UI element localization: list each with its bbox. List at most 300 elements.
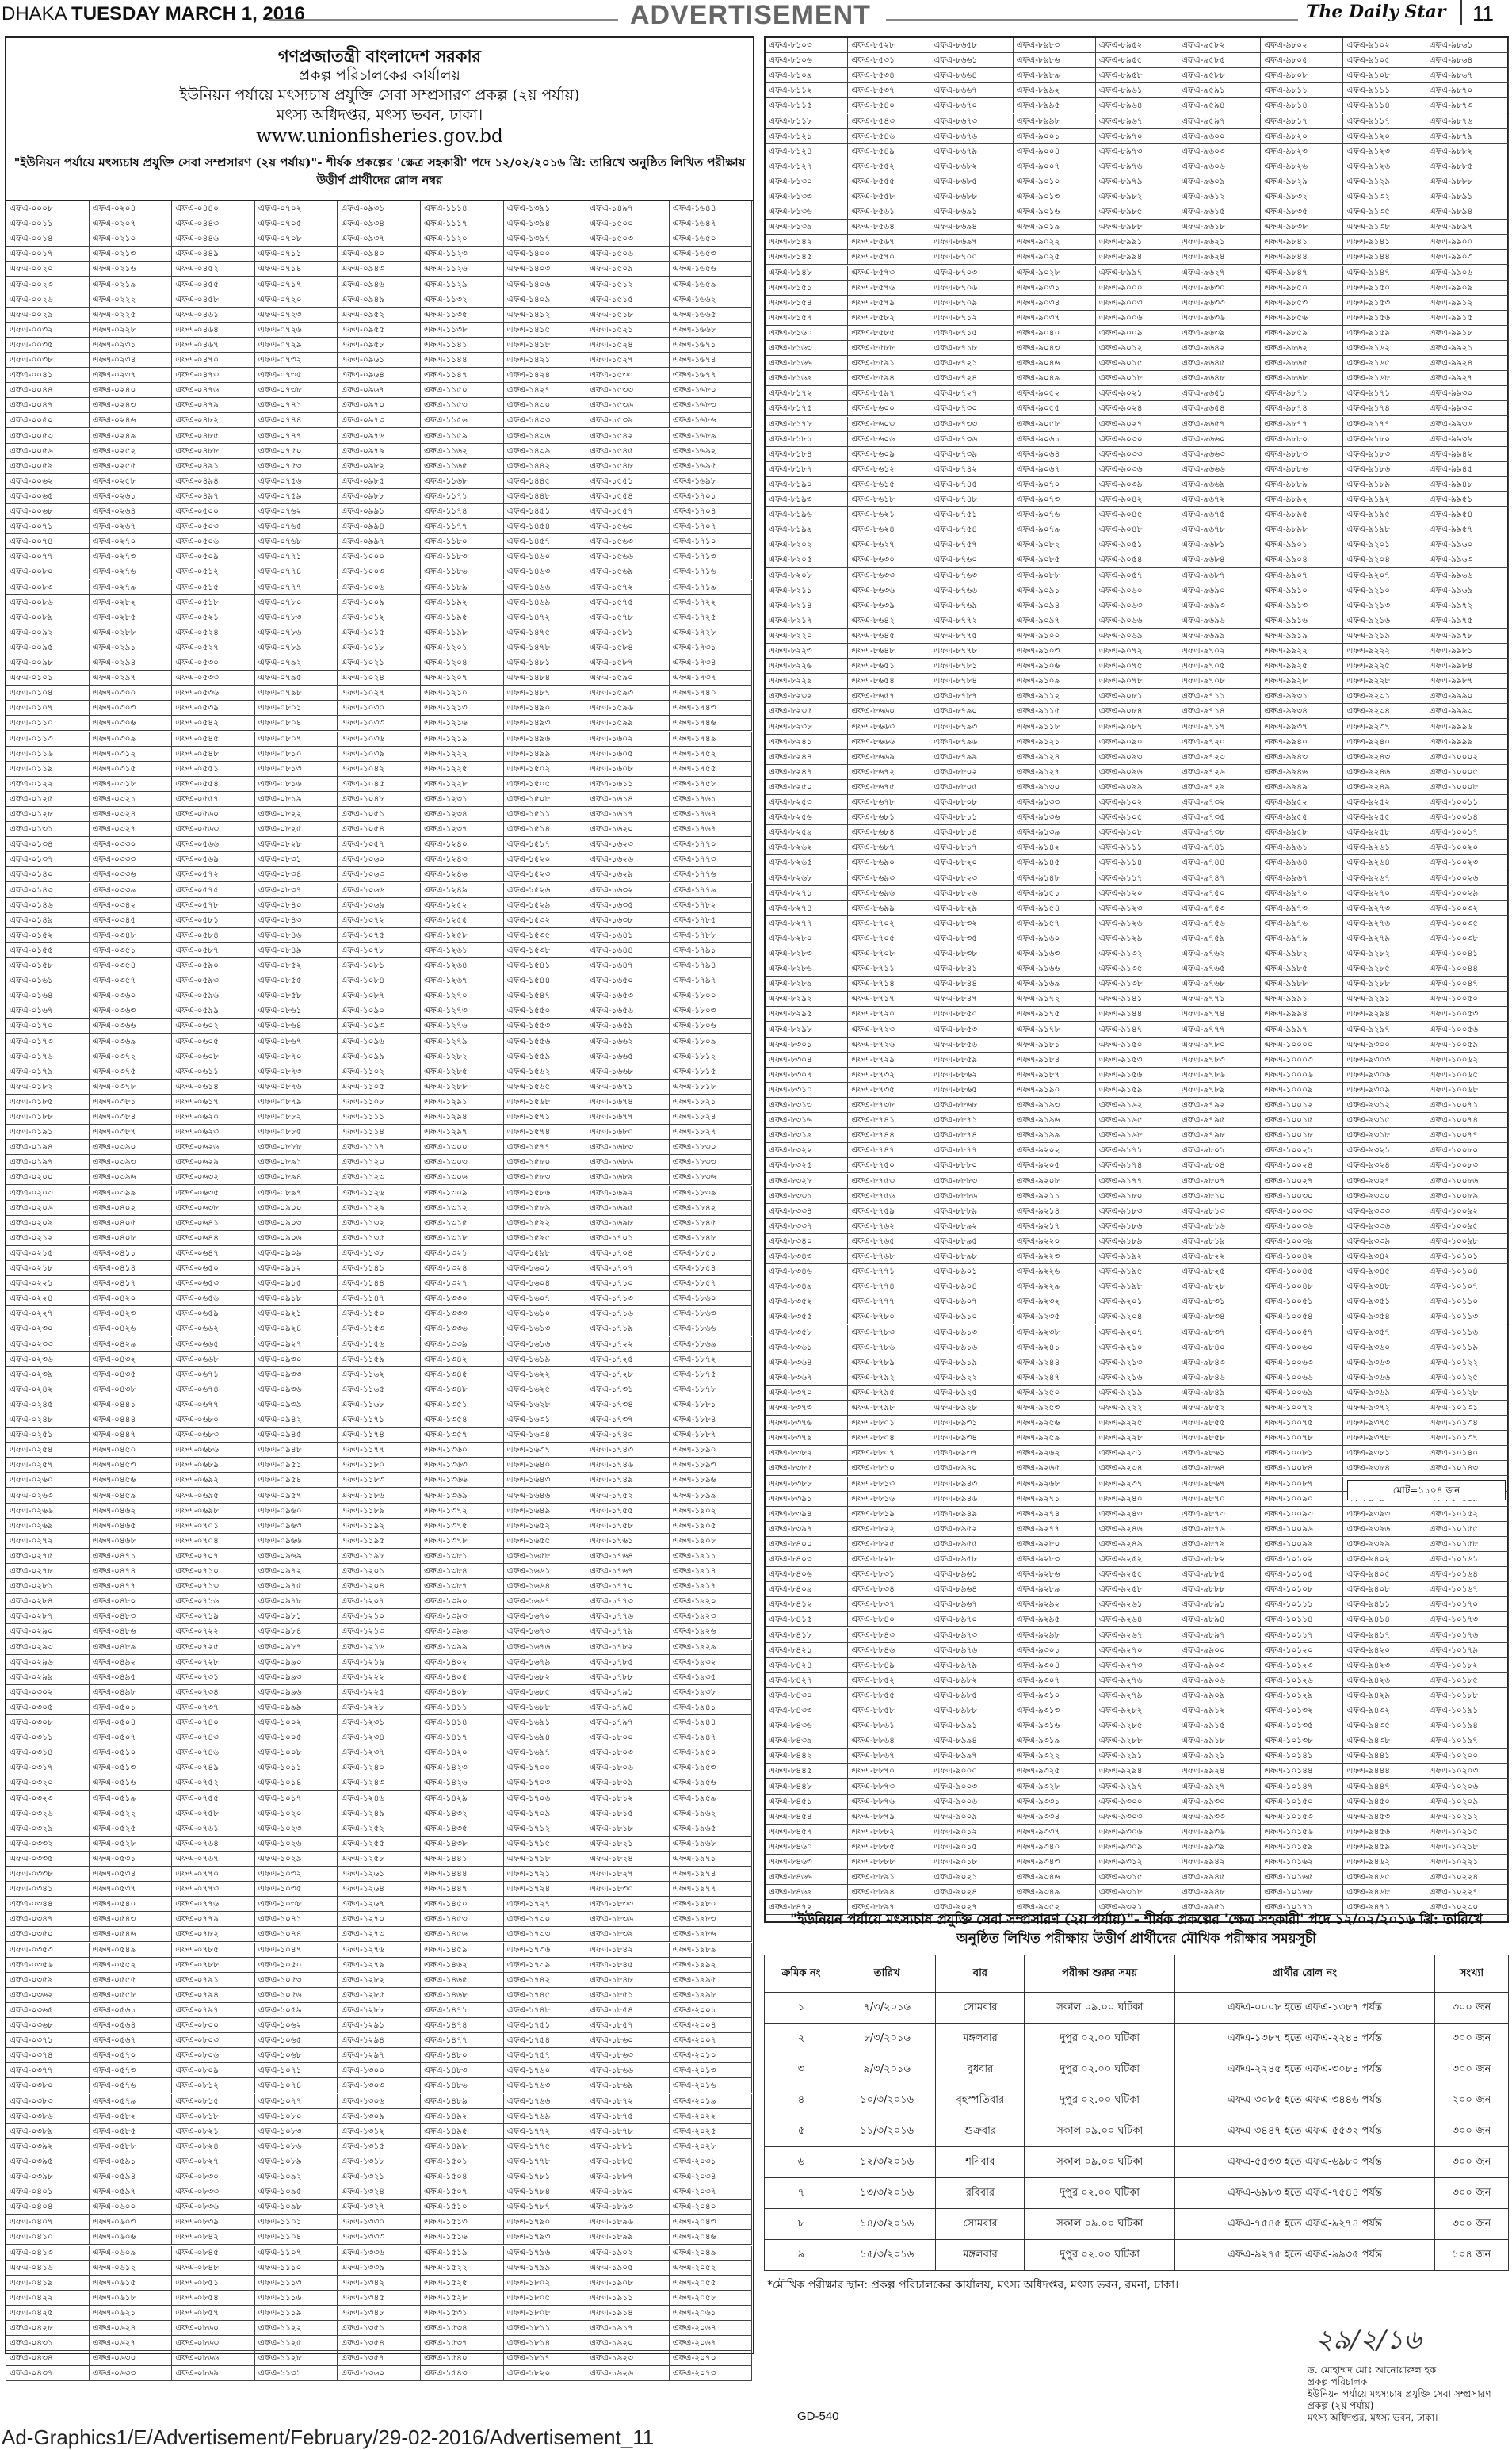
roll-number-cell: এফএ-১৮৯৩ — [586, 2200, 670, 2215]
roll-number-cell: এফএ-৮৩৯৭ — [766, 1522, 848, 1537]
roll-number-cell: এফএ-০৪৯৪ — [172, 474, 255, 489]
schedule-cell: রবিবার — [936, 2178, 1025, 2209]
roll-number-cell: এফএ-১০১৩৭ — [1426, 1431, 1509, 1446]
roll-number-cell: এফএ-১০০১৮ — [1261, 1128, 1343, 1143]
roll-number-cell: এফএ-১৬৩১ — [504, 1412, 587, 1428]
roll-number-cell: এফএ-৯১৮৩ — [1343, 447, 1426, 462]
roll-number-cell: এফএ-০৫৮৪ — [172, 928, 255, 943]
roll-number-cell: এফএ-৯৮৮৫ — [1426, 159, 1509, 174]
roll-number-cell: এফএ-৮৩৫৫ — [766, 1309, 848, 1324]
roll-number-cell: এফএ-১৮৭৫ — [670, 1367, 753, 1382]
roll-number-cell: এফএ-১০৬৬ — [338, 883, 421, 898]
roll-number-cell: এফএ-১১৩২ — [421, 292, 504, 308]
roll-number-cell: এফএ-১৪২৯ — [421, 1791, 504, 1806]
roll-number-cell: এফএ-৯০৫৪ — [1096, 552, 1178, 568]
roll-number-cell: এফএ-১১৯৮ — [338, 1549, 421, 1564]
roll-number-cell: এফএ-৮৬৬৪ — [930, 68, 1013, 83]
roll-number-cell: এফএ-৯২১১ — [1014, 1189, 1096, 1204]
roll-number-cell: এফএ-১০১৬৮ — [1261, 1885, 1343, 1900]
roll-number-cell: এফএ-৯২৯৭ — [1343, 1022, 1426, 1038]
roll-number-cell: এফএ-৯১৭১ — [1096, 1143, 1178, 1158]
roll-number-cell: এফএ-৮২২৬ — [766, 659, 848, 674]
roll-number-cell: এফএ-০৬২৯ — [172, 1155, 255, 1170]
roll-number-cell: এফএ-৮৭৬৩ — [930, 568, 1013, 583]
roll-number-cell: এফএ-১০০৩ — [338, 564, 421, 579]
roll-number-cell: এফএ-০৮৩৭ — [255, 883, 338, 898]
roll-number-cell: এফএ-১০০৮৭ — [1261, 1477, 1343, 1492]
roll-number-cell: এফএ-১৬৪৩ — [504, 1473, 587, 1488]
schedule-cell: ৩০০ জন — [1434, 1993, 1508, 2024]
roll-number-cell: এফএ-১৪৪১ — [421, 1852, 504, 1867]
roll-number-cell: এফএ-২০৭৩ — [670, 2366, 753, 2381]
roll-number-cell: এফএ-১০৬৮ — [255, 2048, 338, 2063]
roll-number-cell: এফএ-৮৩৩১ — [766, 1189, 848, 1204]
roll-number-cell: এফএ-৮৯১৬ — [930, 1340, 1013, 1355]
roll-number-cell: এফএ-৯২৬১ — [1096, 1597, 1178, 1612]
roll-number-cell: এফএ-০১৮৮ — [6, 1110, 90, 1125]
roll-number-cell: এফএ-১৬৯৫ — [586, 1201, 670, 1216]
roll-number-cell: এফএ-০৮৯৪ — [255, 1170, 338, 1185]
roll-number-cell: এফএ-১৭৫৫ — [670, 762, 753, 777]
roll-number-cell: এফএ-১৪৭২ — [504, 610, 587, 625]
roll-number-cell: এফএ-১০০৫৬ — [1426, 1022, 1509, 1038]
roll-number-cell: এফএ-১৫৩৮ — [504, 943, 587, 958]
roll-number-cell: এফএ-০৬২৬ — [172, 1140, 255, 1155]
roll-number-cell: এফএ-১২১৬ — [338, 1640, 421, 1655]
roll-number-cell: এফএ-০৫৯০ — [172, 958, 255, 973]
roll-number-cell: এফএ-৮৮০৫ — [930, 780, 1013, 795]
schedule-header: বার — [936, 1955, 1025, 1993]
roll-number-cell: এফএ-৮৭৬০ — [930, 552, 1013, 568]
roll-number-cell: এফএ-৯৭১১ — [1178, 689, 1261, 704]
roll-number-cell: এফএ-০৩২৬ — [6, 1806, 90, 1821]
roll-number-cell: এফএ-০৪২৮ — [6, 2321, 90, 2336]
roll-number-cell: এফএ-৯০২৮ — [1014, 266, 1096, 281]
roll-number-cell: এফএ-১৩৪৮ — [338, 2306, 421, 2321]
roll-number-cell: এফএ-১০১৫ — [338, 625, 421, 640]
roll-number-cell: এফএ-৯১২৩ — [1096, 901, 1178, 916]
roll-number-cell: এফএ-০৮২৪ — [172, 2139, 255, 2154]
roll-number-cell: এফএ-১৯৯২ — [670, 1958, 753, 1973]
roll-number-cell: এফএ-৮৭৪১ — [848, 1113, 930, 1128]
roll-number-cell: এফএ-১৭১২ — [504, 1821, 587, 1837]
roll-number-cell: এফএ-৮৭৩৮ — [848, 1098, 930, 1113]
roll-number-cell: এফএ-০৯৫৭ — [255, 1489, 338, 1504]
roll-number-cell: এফএ-০২০৪ — [90, 201, 173, 216]
roll-number-cell: এফএ-৮৬৯০ — [848, 855, 930, 870]
roll-number-cell: এফএ-৮৫৫৮ — [848, 189, 930, 204]
schedule-cell: দুপুর ০২.০০ ঘটিকা — [1025, 2240, 1175, 2271]
roll-number-cell: এফএ-০৫১৮ — [172, 595, 255, 610]
roll-number-cell: এফএ-১২০১ — [338, 1564, 421, 1579]
roll-number-cell: এফএ-১৩৩৬ — [421, 1321, 504, 1336]
roll-number-cell: এফএ-৯৯০৯ — [1426, 281, 1509, 296]
roll-number-cell: এফএ-১১৬২ — [421, 444, 504, 459]
roll-number-cell: এফএ-৮৩৭০ — [766, 1386, 848, 1401]
roll-number-cell: এফএ-৮৭০০ — [930, 250, 1013, 265]
roll-number-cell: এফএ-১৭১৬ — [586, 1306, 670, 1321]
roll-number-grid-left — [6, 201, 753, 2381]
roll-number-cell: এফএ-১৬৬৫ — [670, 308, 753, 323]
roll-number-cell: এফএ-৯২২৩ — [1014, 1249, 1096, 1264]
roll-number-cell: এফএ-৯০৬১ — [1014, 432, 1096, 447]
roll-number-cell: এফএ-১৪৪৫ — [504, 474, 587, 489]
roll-number-cell: এফএ-৮৯৪৯ — [930, 1507, 1013, 1522]
roll-number-cell: এফএ-৮৪৩০ — [766, 1688, 848, 1703]
roll-number-cell: এফএ-৯১৮৯ — [1343, 477, 1426, 492]
roll-number-cell: এফএ-৯৯১০ — [1261, 583, 1343, 598]
roll-number-cell: এফএ-১৫১৬ — [421, 2230, 504, 2245]
roll-number-cell: এফএ-১০০৬৩ — [1261, 1355, 1343, 1370]
roll-number-cell: এফএ-১৮১২ — [586, 1791, 670, 1806]
roll-number-cell: এফএ-৯২৪৬ — [1096, 1522, 1178, 1537]
roll-number-cell: এফএ-১৭১৩ — [670, 549, 753, 564]
schedule-row — [765, 2147, 1509, 2178]
roll-number-cell: এফএ-১৫৯৮ — [504, 1246, 587, 1261]
roll-number-cell: এফএ-০৯৪২ — [255, 1412, 338, 1428]
roll-number-cell: এফএ-১৪৫৭ — [504, 534, 587, 549]
roll-number-cell: এফএ-৯৯২৪ — [1178, 1764, 1261, 1779]
roll-number-cell: এফএ-১৭৭৬ — [670, 867, 753, 882]
roll-number-cell: এফএ-০৮২৮ — [255, 837, 338, 852]
roll-number-cell: এফএ-১২৬৪ — [421, 958, 504, 973]
roll-number-cell: এফএ-০২৯৭ — [90, 671, 173, 686]
roll-number-cell: এফএ-১০০০৯ — [1261, 1083, 1343, 1098]
roll-number-cell: এফএ-৯২৩৮ — [1014, 1325, 1096, 1340]
roll-number-cell: এফএ-১০০৮৩ — [1426, 1158, 1509, 1173]
roll-number-cell: এফএ-১৬৮৮ — [504, 1700, 587, 1715]
roll-number-cell: এফএ-৯১০৫ — [1343, 53, 1426, 68]
roll-number-cell: এফএ-০৭৫৯ — [255, 489, 338, 504]
roll-number-cell: এফএ-১৮৬৯ — [586, 2078, 670, 2093]
roll-number-cell: এফএ-১৭৫২ — [586, 1489, 670, 1504]
roll-number-cell: এফএ-১২৩১ — [421, 792, 504, 807]
roll-number-cell: এফএ-১৫৭১ — [504, 1110, 587, 1125]
roll-number-cell: এফএ-১৮৭৮ — [670, 1382, 753, 1397]
roll-number-cell: এফএ-৮৫৩৪ — [848, 68, 930, 83]
roll-number-cell: এফএ-৮১৭৫ — [766, 401, 848, 416]
roll-number-cell: এফএ-০২৯৯ — [6, 1670, 90, 1685]
gd-number: GD-540 — [797, 2410, 839, 2423]
roll-number-cell: এফএ-০৩৮৩ — [6, 2094, 90, 2109]
roll-number-cell: এফএ-০১৬১ — [6, 973, 90, 988]
roll-number-cell: এফএ-৮৬৯৭ — [930, 235, 1013, 250]
roll-number-cell: এফএ-১১৯৫ — [421, 610, 504, 625]
result-notice-right — [764, 36, 1509, 1923]
roll-number-cell: এফএ-১১৭১ — [421, 489, 504, 504]
roll-number-cell: এফএ-৮৮৭১ — [930, 1113, 1013, 1128]
roll-number-cell: এফএ-৮৮৮৩ — [930, 1174, 1013, 1189]
roll-number-cell: এফএ-৮৯৪০ — [930, 1461, 1013, 1476]
roll-number-cell: এফএ-০৮১৬ — [255, 777, 338, 792]
roll-number-cell: এফএ-১১২৬ — [338, 1186, 421, 1201]
roll-number-cell: এফএ-৮৬৯১ — [930, 204, 1013, 220]
roll-number-cell: এফএ-৯৯১৫ — [1178, 1718, 1261, 1733]
roll-number-cell: এফএ-০৭৭৬ — [172, 1897, 255, 1912]
roll-number-cell: এফএ-৯২১৯ — [1096, 1386, 1178, 1401]
roll-number-cell: এফএ-১৬৩৭ — [504, 1443, 587, 1458]
schedule-row — [765, 2054, 1509, 2085]
roll-number-cell: এফএ-৯৮২৬ — [1261, 159, 1343, 174]
roll-number-cell: এফএ-১৩৩০ — [421, 1291, 504, 1306]
roll-number-cell: এফএ-০২৬৩ — [6, 1489, 90, 1504]
roll-number-cell: এফএ-৯০৭৬ — [1014, 507, 1096, 522]
roll-number-cell: এফএ-৯৩৬০ — [1343, 1340, 1426, 1355]
roll-number-cell: এফএ-০৮৮৫ — [255, 1125, 338, 1140]
roll-number-cell: এফএ-০৫৮৮ — [90, 2139, 173, 2154]
roll-number-cell: এফএ-৯৭৭৭ — [1178, 1022, 1261, 1038]
roll-number-cell: এফএ-৯৩০৯ — [1096, 1840, 1178, 1855]
roll-number-cell: এফএ-৮৯৭৩ — [930, 1628, 1013, 1643]
roll-number-cell: এফএ-৯৯১২ — [1426, 296, 1509, 311]
roll-number-cell: এফএ-১০৭৪ — [255, 2078, 338, 2093]
roll-number-cell: এফএ-০৫৯৪ — [90, 2169, 173, 2184]
roll-number-cell: এফএ-১৯৩৮ — [670, 1685, 753, 1700]
schedule-cell: ১০৪ জন — [1434, 2240, 1508, 2271]
roll-number-cell: এফএ-৮৯২৫ — [930, 1386, 1013, 1401]
roll-number-cell: এফএ-০৩৫৩ — [6, 1943, 90, 1958]
roll-number-cell: এফএ-১০১০১ — [1426, 1249, 1509, 1264]
roll-number-cell: এফএ-০৭৮৮ — [172, 1958, 255, 1973]
roll-number-cell: এফএ-১৬৯৭ — [504, 1745, 587, 1760]
roll-number-cell: এফএ-০৮০৪ — [255, 716, 338, 731]
roll-number-cell: এফএ-৮৭৭১ — [848, 1264, 930, 1279]
roll-number-cell: এফএ-১৮১৮ — [670, 1080, 753, 1095]
roll-number-cell: এফএ-৯৯০৯ — [1178, 1688, 1261, 1703]
roll-number-cell: এফএ-৯১৩২ — [1096, 946, 1178, 961]
roll-number-cell: এফএ-১১৪১ — [338, 1261, 421, 1276]
roll-number-cell: এফএ-৮৯৮৩ — [1014, 38, 1096, 53]
roll-number-cell: এফএ-০২৭০ — [90, 534, 173, 549]
roll-number-cell: এফএ-৮৭৭৫ — [930, 629, 1013, 644]
roll-number-cell: এফএ-৯৮২৮ — [1178, 1279, 1261, 1294]
roll-number-cell: এফএ-৯৯৯৩ — [1426, 704, 1509, 719]
roll-number-cell: এফএ-১২৪০ — [338, 1760, 421, 1775]
roll-number-cell: এফএ-১৯৭৭ — [670, 1882, 753, 1897]
roll-number-cell: এফএ-০৫২৫ — [90, 1821, 173, 1837]
roll-number-cell: এফএ-৮৪৪৫ — [766, 1764, 848, 1779]
roll-number-cell: এফএ-৯০১৫ — [1096, 356, 1178, 371]
roll-number-cell: এফএ-৯২১৬ — [1096, 1370, 1178, 1386]
roll-number-cell: এফএ-৮৭০২ — [848, 916, 930, 931]
roll-number-cell: এফএ-১৮৩০ — [586, 1882, 670, 1897]
roll-number-cell: এফএ-১২২৫ — [421, 762, 504, 777]
roll-number-cell: এফএ-০২০৭ — [90, 216, 173, 231]
roll-number-cell: এফএ-৯৪০২ — [1343, 1552, 1426, 1567]
roll-number-cell: এফএ-০৬৪৪ — [172, 1231, 255, 1246]
roll-number-cell: এফএ-১০০৩৯ — [1261, 1234, 1343, 1249]
roll-number-cell: এফএ-০৯৭৮ — [255, 1594, 338, 1609]
roll-number-cell: এফএ-৯২৬৪ — [1096, 1612, 1178, 1627]
roll-number-cell: এফএ-১১২০ — [338, 1155, 421, 1170]
roll-number-cell: এফএ-৮৪০৩ — [766, 1552, 848, 1567]
roll-number-cell: এফএ-৮৭৫৯ — [848, 1204, 930, 1219]
roll-number-cell: এফএ-৮৭৮৪ — [930, 674, 1013, 689]
roll-number-cell: এফএ-০৭২৬ — [255, 323, 338, 338]
roll-number-cell: এফএ-৯৪২৯ — [1343, 1688, 1426, 1703]
roll-number-cell: এফএ-৮৯৬৭ — [930, 1597, 1013, 1612]
roll-number-cell: এফএ-৮৩১৯ — [766, 1128, 848, 1143]
roll-number-cell: এফএ-০১৯৭ — [6, 1155, 90, 1170]
roll-number-cell: এফএ-৯০০৯ — [1096, 326, 1178, 341]
roll-number-cell: এফএ-০২৬৬ — [6, 1504, 90, 1519]
roll-number-cell: এফএ-৮৪৩৬ — [766, 1718, 848, 1733]
roll-number-cell: এফএ-৮১৭২ — [766, 386, 848, 401]
roll-number-cell: এফএ-১৩৯১ — [504, 201, 587, 216]
roll-number-cell: এফএ-১৬৯১ — [504, 1715, 587, 1730]
roll-number-cell: এফএ-১০০২৬ — [1426, 871, 1509, 886]
roll-number-cell: এফএ-৯৮০৭ — [1178, 1174, 1261, 1189]
roll-number-cell: এফএ-১৭০০ — [504, 1760, 587, 1775]
roll-number-cell: এফএ-১১১৯ — [255, 2306, 338, 2321]
roll-number-cell: এফএ-১৮৭৮ — [586, 2124, 670, 2139]
roll-number-cell: এফএ-৮৫৪৩ — [848, 114, 930, 129]
roll-number-cell: এফএ-১৮১৫ — [670, 1064, 753, 1080]
roll-number-cell: এফএ-০৬১৫ — [90, 2276, 173, 2291]
roll-number-cell: এফএ-০৫৪৩ — [90, 1912, 173, 1927]
roll-number-cell: এফএ-০৪৫৫ — [172, 277, 255, 292]
roll-number-cell: এফএ-০১৭৩ — [6, 1034, 90, 1049]
roll-number-cell: এফএ-৯২২৫ — [1096, 1416, 1178, 1431]
website-link[interactable]: www.unionfisheries.gov.bd — [256, 126, 503, 147]
roll-number-cell: এফএ-৯৬৫৪ — [1178, 401, 1261, 416]
roll-number-cell: এফএ-০৭৪৩ — [172, 1730, 255, 1745]
roll-number-cell: এফএ-৮৮০২ — [930, 765, 1013, 780]
roll-number-cell: এফএ-১৯১৭ — [586, 2321, 670, 2336]
roll-number-cell: এফএ-৯২৯৪ — [1343, 1007, 1426, 1022]
roll-number-cell: এফএ-১৩৬৯ — [421, 1489, 504, 1504]
roll-number-cell: এফএ-০৪৬৮ — [90, 1534, 173, 1549]
roll-number-cell: এফএ-১৮০৬ — [670, 1019, 753, 1034]
roll-number-cell: এফএ-৯১১৮ — [1014, 720, 1096, 735]
roll-number-cell: এফএ-১০২০ — [255, 1806, 338, 1821]
roll-number-cell: এফএ-১৭১৫ — [504, 1837, 587, 1852]
roll-number-cell: এফএ-৯২২২ — [1343, 644, 1426, 659]
roll-number-cell: এফএ-৮৯০৪ — [930, 1279, 1013, 1294]
roll-number-cell: এফএ-০৭৯২ — [255, 655, 338, 671]
roll-number-cell: এফএ-৯৭৫০ — [1178, 886, 1261, 901]
roll-number-cell: এফএ-৮৯৩১ — [930, 1416, 1013, 1431]
roll-number-cell: এফএ-১১১৪ — [421, 201, 504, 216]
roll-number-cell: এফএ-৮৯৭৬ — [1096, 159, 1178, 174]
roll-number-cell: এফএ-৮৭০৮ — [848, 946, 930, 961]
roll-number-cell: এফএ-৮১৬৯ — [766, 371, 848, 386]
roll-number-cell: এফএ-১৬২৮ — [504, 1397, 587, 1412]
roll-number-cell: এফএ-৯১০৫ — [1096, 810, 1178, 825]
roll-number-cell: এফএ-৯৩৭৮ — [1343, 1431, 1426, 1446]
roll-number-cell: এফএ-১০৯২ — [255, 2169, 338, 2184]
roll-number-cell: এফএ-০২৬০ — [6, 1473, 90, 1488]
roll-number-cell: এফএ-১১০৪ — [255, 2230, 338, 2245]
roll-number-cell: এফএ-০৩৫৯ — [6, 1973, 90, 1988]
roll-number-cell: এফএ-০৭২২ — [172, 1624, 255, 1639]
schedule-cell: ৬ — [765, 2147, 838, 2178]
roll-number-cell: এফএ-৯৪৫৩ — [1343, 1810, 1426, 1825]
roll-number-cell: এফএ-১০০৬৬ — [1261, 1370, 1343, 1386]
roll-number-cell: এফএ-০২৩৯ — [6, 1367, 90, 1382]
roll-number-cell: এফএ-০২৮৪ — [6, 1594, 90, 1609]
roll-number-cell: এফএ-১৪৪৮ — [504, 489, 587, 504]
roll-number-cell: এফএ-১৩৫১ — [338, 2321, 421, 2336]
roll-number-cell: এফএ-৯৯৮৭ — [1426, 674, 1509, 689]
roll-number-cell: এফএ-১৬৬৫ — [586, 1049, 670, 1064]
schedule-table — [764, 1955, 1509, 2271]
roll-number-cell: এফএ-১০০৮১ — [1261, 1446, 1343, 1461]
roll-number-cell: এফএ-০৫৬১ — [90, 2003, 173, 2018]
roll-number-cell: এফএ-০৫৫৪ — [172, 777, 255, 792]
section-title: ADVERTISEMENT — [630, 0, 871, 30]
roll-number-cell: এফএ-০৬৫৯ — [172, 1306, 255, 1321]
roll-number-cell: এফএ-০৪৭০ — [172, 353, 255, 368]
roll-number-cell: এফএ-০৪০৫ — [90, 1216, 173, 1231]
schedule-row — [765, 2240, 1509, 2271]
roll-number-cell: এফএ-১০০৬ — [338, 580, 421, 595]
schedule-cell: এফএ-৫৫৩৩ হতে এফএ-৬৯৮০ পর্যন্ত — [1175, 2147, 1435, 2178]
roll-number-cell: এফএ-১৪৯৬ — [504, 732, 587, 747]
roll-number-cell: এফএ-৯২৩৭ — [1343, 720, 1426, 735]
roll-number-cell: এফএ-৮৬৬৭ — [930, 83, 1013, 98]
roll-number-cell: এফএ-৮৬০৩ — [848, 417, 930, 432]
roll-number-cell: এফএ-৮২৫৯ — [766, 825, 848, 840]
roll-number-cell: এফএ-৯০৪৩ — [1014, 341, 1096, 356]
roll-number-cell: এফএ-০৩২০ — [6, 1775, 90, 1791]
roll-number-cell: এফএ-৯২৭০ — [1343, 886, 1426, 901]
roll-number-cell: এফএ-৯১২৪ — [1014, 750, 1096, 765]
roll-number-cell: এফএ-৯২৯৮ — [1014, 1628, 1096, 1643]
roll-number-cell: এফএ-১৮০৯ — [670, 1034, 753, 1049]
roll-number-cell: এফএ-৯৯৯৬ — [1426, 720, 1509, 735]
roll-number-cell: এফএ-১৩৮১ — [421, 1549, 504, 1564]
roll-number-cell: এফএ-১৫৩১ — [421, 2306, 504, 2321]
roll-number-cell: এফএ-০০২৬ — [6, 292, 90, 308]
roll-number-cell: এফএ-০৬৩২ — [172, 1170, 255, 1185]
roll-number-cell: এফএ-১০১৫২ — [1426, 1507, 1509, 1522]
roll-number-cell: এফএ-১০২৩ — [255, 1821, 338, 1837]
roll-number-cell: এফএ-৮১৪৮ — [766, 266, 848, 281]
roll-number-cell: এফএ-০৯৯৩ — [255, 1670, 338, 1685]
roll-number-cell: এফএ-০৮১৮ — [172, 2109, 255, 2124]
roll-number-cell: এফএ-১৭০৩ — [504, 1775, 587, 1791]
masthead-divider — [1460, 0, 1462, 25]
roll-number-cell: এফএ-৯৯৪৫ — [1178, 1870, 1261, 1885]
roll-number-cell: এফএ-১৮৬৬ — [670, 1321, 753, 1336]
schedule-cell: ২ — [765, 2024, 838, 2054]
roll-number-cell: এফএ-১৪৯৭ — [586, 201, 670, 216]
roll-number-cell: এফএ-৯১৬২ — [1096, 1098, 1178, 1113]
roll-number-cell: এফএ-১০৫০ — [255, 1958, 338, 1973]
roll-number-cell: এফএ-৮২৩৫ — [766, 704, 848, 719]
roll-number-cell: এফএ-৯০৩৬ — [1096, 462, 1178, 477]
roll-number-cell: এফএ-৯২৬৫ — [1014, 1461, 1096, 1476]
roll-number-cell: এফএ-৯৭৫৯ — [1178, 931, 1261, 946]
roll-number-cell: এফএ-১৫৩৩ — [586, 383, 670, 398]
roll-number-cell: এফএ-০৪৫৯ — [90, 1489, 173, 1504]
roll-number-cell: এফএ-৯২৩৪ — [1096, 1461, 1178, 1476]
roll-number-cell: এফএ-৮৭৮৬ — [848, 1340, 930, 1355]
roll-number-cell: এফএ-১০০৩০ — [1261, 1189, 1343, 1204]
roll-number-cell: এফএ-৯৫৮২ — [1178, 38, 1261, 53]
roll-number-cell: এফএ-০৬০৩ — [90, 2215, 173, 2230]
roll-number-cell: এফএ-৯০৭৫ — [1096, 659, 1178, 674]
roll-number-cell: এফএ-১৫৩২ — [504, 913, 587, 928]
roll-number-cell: এফএ-১০১৫৮ — [1426, 1537, 1509, 1552]
roll-number-cell: এফএ-১৮৯৯ — [670, 1489, 753, 1504]
roll-number-cell: এফএ-৮৬৫৪ — [848, 674, 930, 689]
roll-number-cell: এফএ-১০৪৮ — [338, 792, 421, 807]
roll-number-cell: এফএ-১২৮২ — [338, 1973, 421, 1988]
roll-number-cell: এফএ-১০০৪৫ — [1261, 1264, 1343, 1279]
roll-number-cell: এফএ-১৭৪২ — [504, 1973, 587, 1988]
